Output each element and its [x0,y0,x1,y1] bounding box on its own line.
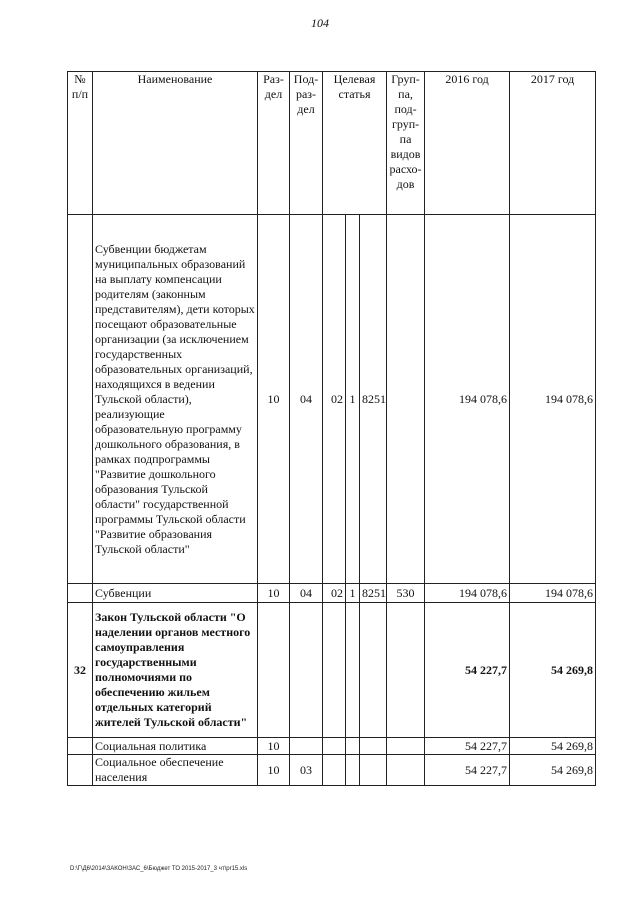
page-number: 104 [311,16,329,30]
row-razdel: 10 [258,755,290,786]
footer-file-path: D:\Г\Д6\2014\ЗАКОН\ЗАС_6\Бюджет ТО 2015-2017_3 чт\pr15.xls [70,866,248,872]
row-target-program [323,755,346,786]
row-target-subprogram [346,603,360,738]
row-num [68,215,93,584]
row-target-code: 8251 [360,215,387,584]
row-expense-group [387,738,425,755]
header-target-article: Целевая статья [323,72,387,215]
table-row [68,738,596,755]
table-row [68,603,596,738]
table-header-row [68,72,596,215]
row-name: Социальное обеспечение населения [93,755,258,786]
row-expense-group [387,755,425,786]
row-2016-amount: 54 227,7 [425,738,510,755]
row-target-program [323,603,346,738]
row-expense-group [387,215,425,584]
row-num [68,584,93,603]
row-2017-amount: 54 269,8 [510,603,596,738]
row-target-subprogram [346,755,360,786]
row-razdel: 10 [258,584,290,603]
header-razdel: Раз-дел [258,72,290,215]
header-podrazdel: Под-раз-дел [290,72,323,215]
header-num: № п/п [68,72,93,215]
row-name: Социальная политика [93,738,258,755]
row-razdel [258,603,290,738]
row-2017-amount: 54 269,8 [510,755,596,786]
row-name: Закон Тульской области "О наделении органов местного самоуправления государственными полномочиями по обеспечению жильем отдельных категорий жителей Тульской области" [93,603,258,738]
row-podrazdel: 04 [290,584,323,603]
row-target-code [360,603,387,738]
table-row [68,584,596,603]
row-target-program [323,738,346,755]
row-target-subprogram: 1 [346,215,360,584]
row-target-subprogram: 1 [346,584,360,603]
row-name: Субвенции бюджетам муниципальных образований на выплату компенсации родителям (законным представителям), дети которых посещают образовательные организации (за исключением государственных образовательных организаций, находящихся в ведении Тульской области), реализующие образовательную программу дошкольного образования, в рамках подпрограммы "Развитие дошкольного образования Тульской области" государственной программы Тульской области "Развитие образования Тульской области" [93,215,258,584]
table-row [68,215,596,584]
row-podrazdel [290,603,323,738]
row-2016-amount: 54 227,7 [425,755,510,786]
header-name: Наименование [93,72,258,215]
row-2016-amount: 194 078,6 [425,215,510,584]
row-razdel: 10 [258,738,290,755]
row-podrazdel [290,738,323,755]
header-2016: 2016 год [425,72,510,215]
row-num [68,738,93,755]
row-expense-group: 530 [387,584,425,603]
row-2017-amount: 194 078,6 [510,584,596,603]
row-target-program: 02 [323,215,346,584]
row-num: 32 [68,603,93,738]
row-target-code [360,755,387,786]
row-razdel: 10 [258,215,290,584]
row-podrazdel: 04 [290,215,323,584]
header-2017: 2017 год [510,72,596,215]
row-expense-group [387,603,425,738]
row-2016-amount: 194 078,6 [425,584,510,603]
row-target-program: 02 [323,584,346,603]
row-num [68,755,93,786]
row-2016-amount: 54 227,7 [425,603,510,738]
table-row [68,755,596,786]
row-target-code: 8251 [360,584,387,603]
row-podrazdel: 03 [290,755,323,786]
row-target-code [360,738,387,755]
row-2017-amount: 194 078,6 [510,215,596,584]
row-target-subprogram [346,738,360,755]
row-2017-amount: 54 269,8 [510,738,596,755]
row-name: Субвенции [93,584,258,603]
budget-table [67,71,596,786]
header-expense-group: Груп-па, под-груп-па видов расхо-дов [387,72,425,215]
